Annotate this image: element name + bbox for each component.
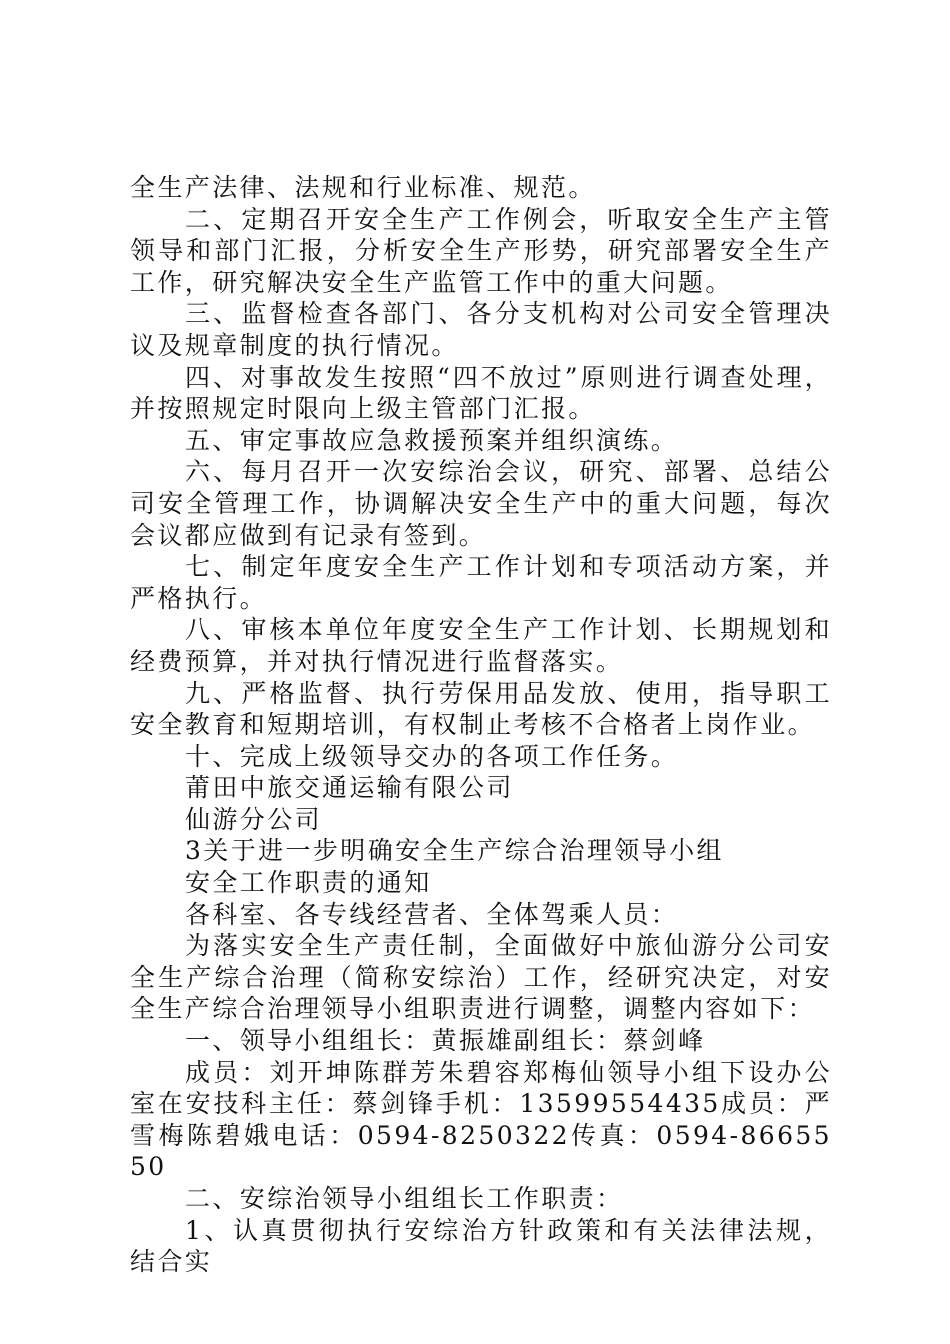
document-body <box>130 172 832 1278</box>
notice-title-line-1: 3关于进一步明确安全生产综合治理领导小组 <box>185 836 724 866</box>
notice-recipients: 各科室、各专线经营者、全体驾乘人员： <box>185 899 679 929</box>
paragraph-item-5: 五、审定事故应急救援预案并组织演练。 <box>185 425 679 455</box>
paragraph-item-4: 四、对事故发生按照“四不放过”原则进行调查处理，并按照规定时限向上级主管部门汇报。 <box>130 362 832 424</box>
branch-name: 仙游分公司 <box>185 804 323 834</box>
company-name: 莆田中旅交通运输有限公司 <box>185 773 514 803</box>
notice-title-line-2: 安全工作职责的通知 <box>185 868 432 898</box>
paragraph-item-2: 二、定期召开安全生产工作例会，听取安全生产主管领导和部门汇报，分析安全生产形势，研究部署安全生产工作，研究解决安全生产监管工作中的重大问题。 <box>130 204 832 297</box>
members-and-contacts: 成员：刘开坤陈群芳朱碧容郑梅仙领导小组下设办公室在安技科主任：蔡剑锋手机：13599554435成员：严雪梅陈碧娥电话：0594-8250322传真：0594-8665550 <box>130 1057 832 1182</box>
notice-intro: 为落实安全生产责任制，全面做好中旅仙游分公司安全生产综合治理（简称安综治）工作，经研究决定，对安全生产综合治理领导小组职责进行调整，调整内容如下： <box>130 931 832 1024</box>
paragraph-item-3: 三、监督检查各部门、各分支机构对公司安全管理决议及规章制度的执行情况。 <box>130 299 832 360</box>
paragraph-item-9: 九、严格监督、执行劳保用品发放、使用，指导职工安全教育和短期培训，有权制止考核不合格者上岗作业。 <box>130 678 832 740</box>
leadership-group: 一、领导小组组长：黄振雄副组长：蔡剑峰 <box>185 1026 706 1056</box>
paragraph-item-10: 十、完成上级领导交办的各项工作任务。 <box>185 741 679 771</box>
paragraph-item-8: 八、审核本单位年度安全生产工作计划、长期规划和经费预算，并对执行情况进行监督落实。 <box>130 615 832 676</box>
paragraph-continuation: 全生产法律、法规和行业标准、规范。 <box>130 173 596 202</box>
leader-duties-heading: 二、安综治领导小组组长工作职责： <box>185 1184 624 1213</box>
duty-item-1: 1、认真贯彻执行安综治方针政策和有关法律法规，结合实 <box>130 1215 832 1277</box>
paragraph-item-7: 七、制定年度安全生产工作计划和专项活动方案，并严格执行。 <box>130 552 832 613</box>
paragraph-item-6: 六、每月召开一次安综治会议，研究、部署、总结公司安全管理工作，协调解决安全生产中的重大问题，每次会议都应做到有记录有签到。 <box>130 457 832 550</box>
